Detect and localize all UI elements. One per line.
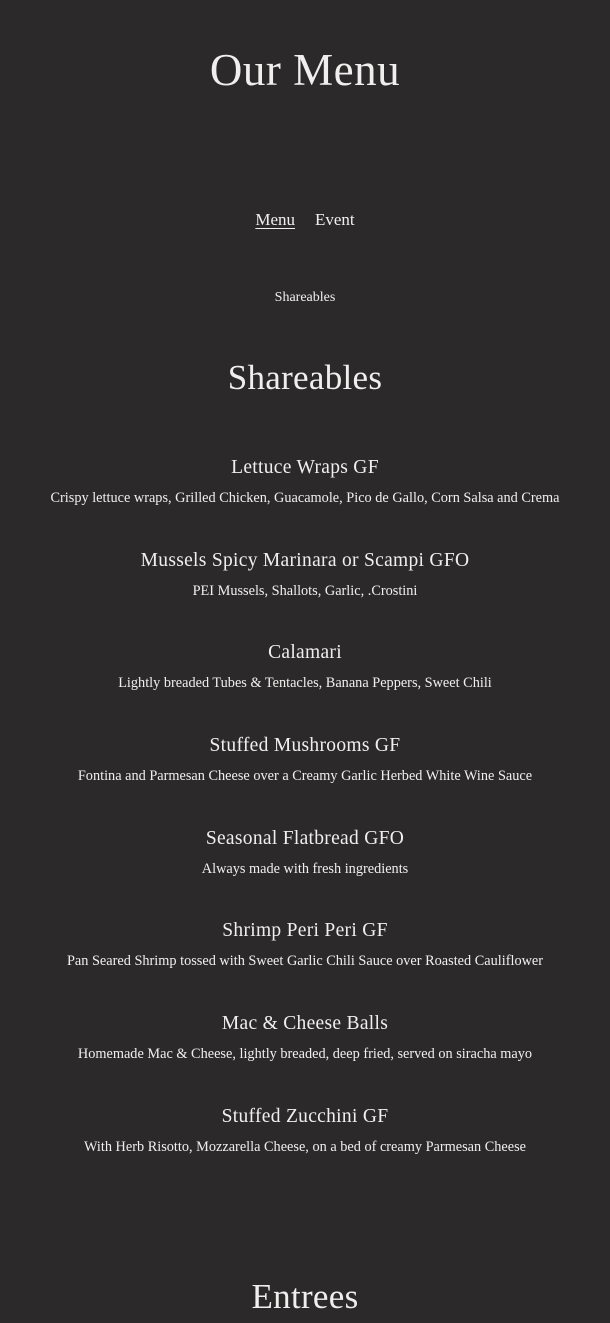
menu-item-name: Stuffed Mushrooms GF [209,735,401,757]
menu-item-description: Always made with fresh ingredients [201,860,409,877]
menu-item-name: Seasonal Flatbread GFO [205,827,405,849]
section-heading-entrees: Entrees [251,1277,359,1316]
page-title: Our Menu [209,45,401,95]
menu-item-name: Lettuce Wraps GF [231,457,379,478]
tab-menu[interactable]: Menu [255,210,295,229]
menu-item [0,638,610,731]
menu-item-description: PEI Mussels, Shallots, Garlic, .Crostini [192,582,418,599]
menu-item-name: Stuffed Zucchini GF [221,1105,389,1127]
menu-item-description: With Herb Risotto, Mozzarella Cheese, on a bed of creamy Parmesan Cheese [83,1138,527,1155]
menu-item [0,453,610,546]
menu-item-name: Shrimp Peri Peri GF [222,920,388,942]
shareables-item-list [0,453,610,1195]
menu-item [0,916,610,1009]
menu-item-description: Crispy lettuce wraps, Grilled Chicken, Guacamole, Pico de Gallo, Corn Salsa and Crema [50,490,560,506]
menu-item [0,1102,610,1195]
menu-item [0,824,610,917]
menu-item-description: Lightly breaded Tubes & Tentacles, Banana Peppers, Sweet Chili [118,675,492,692]
menu-item-name: Calamari [268,642,342,664]
section-heading-shareables: Shareables [227,358,383,397]
menu-tabs [0,207,610,233]
tab-event[interactable]: Event [315,210,355,229]
menu-item-description: Fontina and Parmesan Cheese over a Creamy Garlic Herbed White Wine Sauce [77,768,533,785]
menu-item-description: Homemade Mac & Cheese, lightly breaded, deep fried, served on siracha mayo [77,1046,533,1063]
menu-item-name: Mac & Cheese Balls [221,1013,389,1035]
menu-item-description: Pan Seared Shrimp tossed with Sweet Garlic Chili Sauce over Roasted Cauliflower [66,953,544,970]
subnav-shareables-link[interactable]: Shareables [274,290,336,305]
menu-item [0,1009,610,1102]
menu-item-name: Mussels Spicy Marinara or Scampi GFO [140,549,470,571]
menu-item [0,546,610,639]
menu-item [0,731,610,824]
